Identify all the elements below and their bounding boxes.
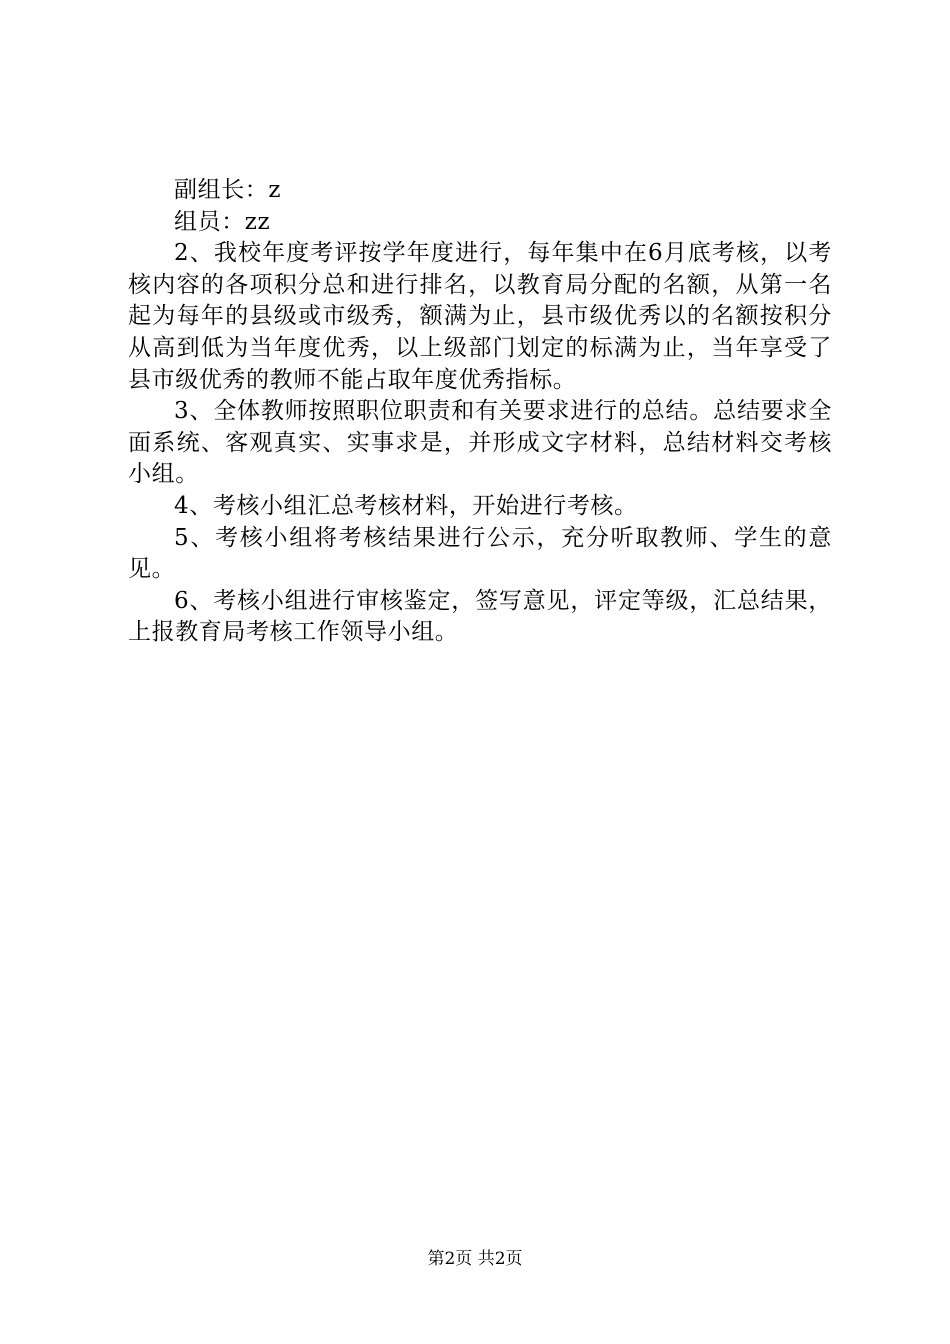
paragraph-item-3: 3、全体教师按照职位职责和有关要求进行的总结。总结要求全面系统、客观真实、实事求是，并形成文字材料，总结材料交考核小组。 [128, 398, 832, 488]
paragraph-item-2: 2、我校年度考评按学年度进行，每年集中在6月底考核，以考核内容的各项积分总和进行排名，以教育局分配的名额，从第一名起为每年的县级或市级秀，额满为止，县市级优秀以的名额按积分从高到低为当年度优秀，以上级部门划定的标满为止，当年享受了县市级优秀的教师不能占取年度优秀指标。 [128, 240, 832, 393]
page-number-footer: 第2页 共2页 [427, 1249, 523, 1269]
paragraph-item-6: 6、考核小组进行审核鉴定，签写意见，评定等级，汇总结果，上报教育局考核工作领导小组。 [128, 587, 832, 646]
paragraph-members: 组员：zz [174, 208, 271, 235]
paragraph-item-4: 4、考核小组汇总考核材料，开始进行考核。 [174, 492, 638, 519]
paragraph-item-5: 5、考核小组将考核结果进行公示，充分听取教师、学生的意见。 [128, 524, 832, 583]
paragraph-vice-leader: 副组长：z [174, 177, 282, 203]
document-body [128, 175, 832, 649]
